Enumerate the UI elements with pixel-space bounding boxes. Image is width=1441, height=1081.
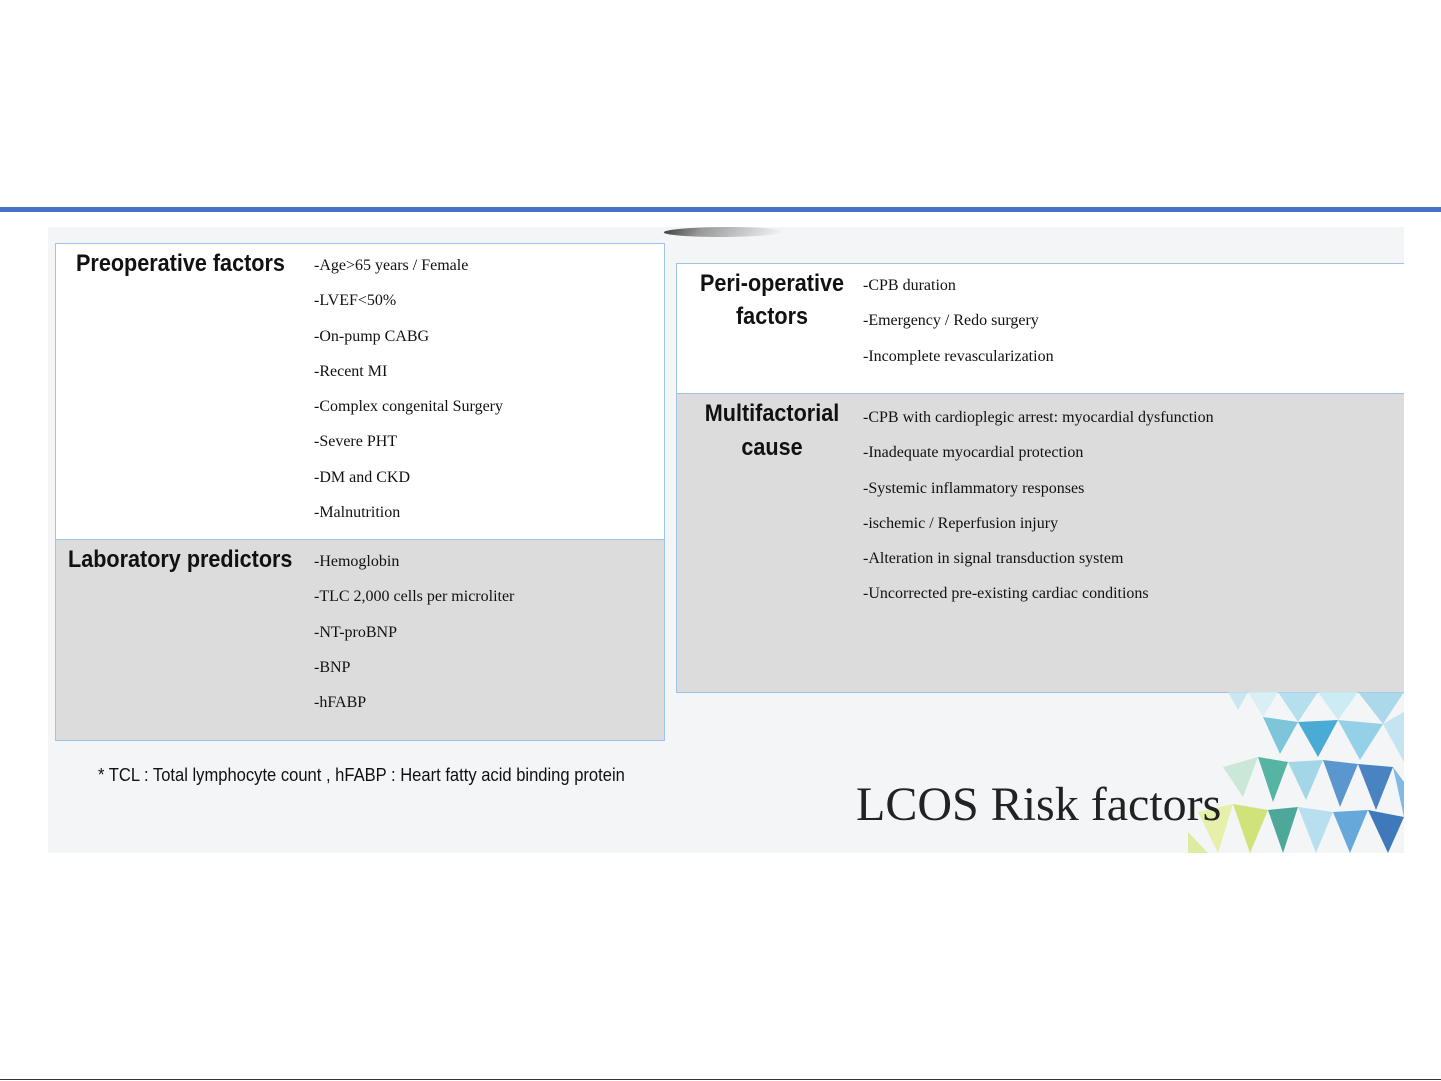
- list-item: -hFABP: [314, 694, 367, 712]
- list-item: -TLC 2,000 cells per microliter: [314, 588, 515, 606]
- list-item: -Hemoglobin: [314, 553, 400, 570]
- footnote: * TCL : Total lymphocyte count , hFABP : Heart fatty acid binding protein: [98, 765, 625, 785]
- list-item: -Systemic inflammatory responses: [863, 479, 1085, 497]
- list-item: -DM and CKD: [314, 468, 410, 486]
- decorative-streak: [660, 227, 788, 237]
- list-item: -LVEF<50%: [314, 292, 397, 310]
- list-item: -CPB with cardioplegic arrest: myocardial dysfunction: [863, 409, 1214, 426]
- list-item: -On-pump CABG: [314, 327, 430, 345]
- list-item: -Severe PHT: [314, 433, 398, 451]
- list-item: -Uncorrected pre-existing cardiac conditions: [863, 585, 1149, 603]
- multifactorial-heading-line1: Multifactorial: [704, 400, 840, 427]
- list-item: -Complex congenital Surgery: [314, 398, 503, 416]
- slide-title: LCOS Risk factors: [856, 778, 1222, 831]
- list-item: -Incomplete revascularization: [863, 347, 1054, 365]
- header-divider: [0, 207, 1441, 212]
- preoperative-list: [314, 256, 503, 538]
- multifactorial-box: [676, 393, 1404, 693]
- list-item: -ischemic / Reperfusion injury: [863, 514, 1059, 532]
- list-item: -NT-proBNP: [314, 623, 397, 641]
- footer-divider: [0, 1079, 1441, 1080]
- list-item: -CPB duration: [863, 277, 956, 294]
- slide-image: [48, 227, 1404, 853]
- perioperative-heading-line1: Peri-operative: [699, 270, 845, 297]
- list-item: -Recent MI: [314, 362, 388, 380]
- preoperative-heading: Preoperative factors: [76, 250, 285, 277]
- list-item: -Alteration in signal transduction system: [863, 550, 1124, 568]
- list-item: -Age>65 years / Female: [314, 257, 469, 274]
- list-item: -Malnutrition: [314, 504, 401, 522]
- list-item: -Inadequate myocardial protection: [863, 444, 1084, 462]
- list-item: -BNP: [314, 658, 351, 676]
- laboratory-list: [314, 552, 514, 728]
- perioperative-box: [676, 263, 1404, 395]
- perioperative-heading-line2: factors: [735, 303, 809, 330]
- perioperative-list: [863, 276, 1054, 382]
- multifactorial-list: [863, 408, 1214, 620]
- laboratory-heading: Laboratory predictors: [68, 546, 293, 573]
- multifactorial-heading-line2: cause: [741, 434, 803, 461]
- list-item: -Emergency / Redo surgery: [863, 312, 1039, 330]
- preoperative-box: [55, 243, 665, 541]
- laboratory-box: [55, 539, 665, 741]
